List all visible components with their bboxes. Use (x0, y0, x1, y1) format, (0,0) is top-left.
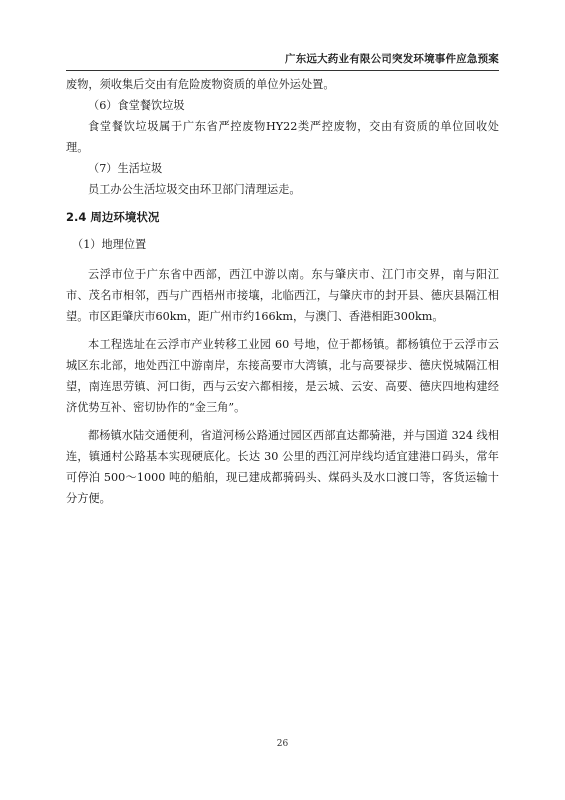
header-divider (66, 70, 499, 71)
paragraph-yunfu-location: 云浮市位于广东省中西部，西江中游以南。东与肇庆市、江门市交界，南与阳江市、茂名市相邻，西与广西梧州市接壤，北临西江，与肇庆市的封开县、德庆县隔江相望。市区距肇庆市60km，距广州市约166km，与澳门、香港相距300km。 (66, 268, 499, 323)
paragraph-hazardous-waste-continued: 废物，须收集后交由有危险废物资质的单位外运处置。 (66, 78, 335, 91)
subheading-domestic-waste: （7）生活垃圾 (88, 162, 163, 175)
paragraph-domestic-waste: 员工办公生活垃圾交由环卫部门清理运走。 (88, 183, 301, 196)
paragraph-transportation: 都杨镇水陆交通便利，省道河杨公路通过园区西部直达都骑港，并与国道 324 线相连，镇通村公路基本实现硬底化。长达 30 公里的西江河岸线均适宜建港口码头，常年可停泊 500～1000 吨的船舶，现已建成都骑码头、煤码头及水口渡口等，客货运输十分方便。 (66, 429, 499, 505)
paragraph-canteen-waste: 食堂餐饮垃圾属于广东省严控废物HY22类严控废物，交由有资质的单位回收处理。 (66, 120, 499, 154)
paragraph-project-site: 本工程选址在云浮市产业转移工业园 60 号地，位于都杨镇。都杨镇位于云浮市云城区东北部，地处西江中游南岸，东接高要市大湾镇，北与高要禄步、德庆悦城隔江相望，南连思劳镇、河口街，西与云安六都相接，是云城、云安、高要、德庆四地构建经济优势互补、密切协作的“金三角”。 (66, 338, 499, 414)
page-content (66, 74, 499, 509)
page-number: 26 (276, 739, 289, 749)
subheading-geographic-location: （1）地理位置 (72, 238, 147, 251)
section-heading-surroundings: 2.4 周边环境状况 (66, 210, 160, 224)
page-header-title: 广东远大药业有限公司突发环境事件应急预案 (285, 53, 499, 65)
subheading-canteen-waste: （6）食堂餐饮垃圾 (88, 99, 185, 112)
